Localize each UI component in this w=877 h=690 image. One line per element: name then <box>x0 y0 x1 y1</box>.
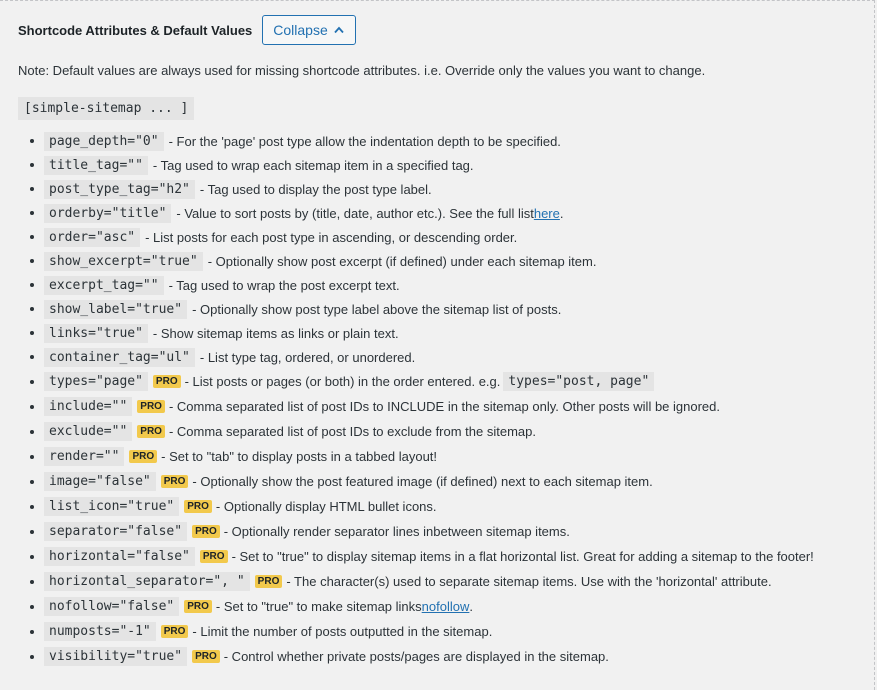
attribute-code: types="page" <box>44 372 148 391</box>
list-item <box>0 129 877 153</box>
attribute-description: - Comma separated list of post IDs to exclude from the sitemap. <box>168 424 536 439</box>
bullet-icon <box>30 655 34 659</box>
pro-badge: PRO <box>255 575 283 588</box>
attribute-code: links="true" <box>44 324 148 343</box>
pro-badge: PRO <box>153 375 181 388</box>
bullet-icon <box>30 283 34 287</box>
list-item <box>0 419 877 444</box>
list-item <box>0 153 877 177</box>
attribute-description: - Optionally show post excerpt (if defined) under each sitemap item. <box>207 253 597 269</box>
list-item <box>0 594 877 619</box>
attribute-description: - Show sitemap items as links or plain text. <box>152 325 399 341</box>
attribute-description: - Optionally display HTML bullet icons. <box>215 499 437 514</box>
attribute-description: - Tag used to wrap the post excerpt text. <box>168 277 400 293</box>
attribute-code: show_excerpt="true" <box>44 252 203 271</box>
bullet-icon <box>30 555 34 559</box>
attribute-description: - Limit the number of posts outputted in the sitemap. <box>192 624 493 639</box>
attribute-description: - Optionally show post type label above the sitemap list of posts. <box>192 301 562 317</box>
pro-badge: PRO <box>192 525 220 538</box>
attribute-description: - Tag used to display the post type label. <box>199 181 432 197</box>
defaults-note: Note: Default values are always used for missing shortcode attributes. i.e. Override only the values you want to change. <box>18 63 706 78</box>
attribute-description: - For the 'page' post type allow the indentation depth to be specified. <box>168 133 561 149</box>
list-item <box>0 544 877 569</box>
panel-title: Shortcode Attributes & Default Values <box>18 22 253 38</box>
bullet-icon <box>30 331 34 335</box>
bullet-icon <box>30 605 34 609</box>
list-item <box>0 369 877 394</box>
collapse-button-label: Collapse <box>273 22 328 38</box>
attribute-link[interactable]: here <box>533 205 560 221</box>
bullet-icon <box>30 259 34 263</box>
attribute-description-end: . <box>469 599 473 614</box>
bullet-icon <box>30 187 34 191</box>
attribute-code: container_tag="ul" <box>44 348 195 367</box>
attribute-description: - Value to sort posts by (title, date, author etc.). See the full list <box>176 205 534 221</box>
bullet-icon <box>30 235 34 239</box>
list-item <box>0 444 877 469</box>
bullet-icon <box>30 163 34 167</box>
pro-badge: PRO <box>200 550 228 563</box>
bullet-icon <box>30 455 34 459</box>
list-item <box>0 644 877 669</box>
list-item <box>0 619 877 644</box>
attribute-code: order="asc" <box>44 228 140 247</box>
list-item <box>0 469 877 494</box>
bullet-icon <box>30 430 34 434</box>
attribute-code: horizontal_separator=", " <box>44 572 250 591</box>
bullet-icon <box>30 380 34 384</box>
attribute-code: page_depth="0" <box>44 132 164 151</box>
attribute-description: - List type tag, ordered, or unordered. <box>199 349 416 365</box>
collapse-button[interactable] <box>262 15 355 45</box>
attribute-description: - Control whether private posts/pages are displayed in the sitemap. <box>223 649 609 664</box>
attribute-code: orderby="title" <box>44 204 171 223</box>
attribute-code: visibility="true" <box>44 647 187 666</box>
pro-badge: PRO <box>137 400 165 413</box>
pro-badge: PRO <box>192 650 220 663</box>
list-item <box>0 569 877 594</box>
attribute-code: render="" <box>44 447 124 466</box>
attribute-description: - Set to "true" to display sitemap items in a flat horizontal list. Great for adding a sitemap to the footer! <box>231 549 814 564</box>
attribute-description: - Comma separated list of post IDs to INCLUDE in the sitemap only. Other posts will be ignored. <box>168 399 720 414</box>
bullet-icon <box>30 630 34 634</box>
pro-badge: PRO <box>184 500 212 513</box>
attribute-code: excerpt_tag="" <box>44 276 164 295</box>
attribute-code: exclude="" <box>44 422 132 441</box>
attribute-code: nofollow="false" <box>44 597 179 616</box>
bullet-icon <box>30 480 34 484</box>
attribute-code: numposts="-1" <box>44 622 156 641</box>
list-item <box>0 494 877 519</box>
bullet-icon <box>30 355 34 359</box>
list-item <box>0 273 877 297</box>
panel-header <box>18 15 356 45</box>
attribute-description: - The character(s) used to separate sitemap items. Use with the 'horizontal' attribute. <box>286 574 772 589</box>
list-item <box>0 394 877 419</box>
bullet-icon <box>30 405 34 409</box>
attribute-code: show_label="true" <box>44 300 187 319</box>
attribute-code: title_tag="" <box>44 156 148 175</box>
list-item <box>0 249 877 273</box>
list-item <box>0 201 877 225</box>
attribute-description: - Tag used to wrap each sitemap item in a specified tag. <box>152 157 474 173</box>
attribute-description: - Optionally render separator lines inbetween sitemap items. <box>223 524 570 539</box>
pro-badge: PRO <box>184 600 212 613</box>
attribute-description: - Set to "true" to make sitemap links <box>215 599 422 614</box>
bullet-icon <box>30 530 34 534</box>
example-code: types="post, page" <box>503 372 654 391</box>
pro-badge: PRO <box>129 450 157 463</box>
attribute-code: separator="false" <box>44 522 187 541</box>
attribute-code: list_icon="true" <box>44 497 179 516</box>
shortcode-example: [simple-sitemap ... ] <box>18 97 194 120</box>
attribute-code: include="" <box>44 397 132 416</box>
attribute-description: - List posts or pages (or both) in the order entered. e.g. <box>184 374 501 389</box>
list-item <box>0 177 877 201</box>
list-item <box>0 225 877 249</box>
attribute-code: horizontal="false" <box>44 547 195 566</box>
attribute-description: - List posts for each post type in ascending, or descending order. <box>145 229 518 245</box>
attribute-description-end: . <box>559 205 564 221</box>
attribute-description: - Optionally show the post featured image (if defined) next to each sitemap item. <box>192 474 653 489</box>
pro-badge: PRO <box>137 425 165 438</box>
pro-badge: PRO <box>161 625 189 638</box>
bullet-icon <box>30 580 34 584</box>
list-item <box>0 297 877 321</box>
attributes-list <box>0 129 877 669</box>
bullet-icon <box>30 211 34 215</box>
list-item <box>0 321 877 345</box>
attribute-code: image="false" <box>44 472 156 491</box>
list-item <box>0 519 877 544</box>
bullet-icon <box>30 139 34 143</box>
chevron-up-icon <box>334 26 344 34</box>
list-item <box>0 345 877 369</box>
pro-badge: PRO <box>161 475 189 488</box>
attribute-code: post_type_tag="h2" <box>44 180 195 199</box>
bullet-icon <box>30 307 34 311</box>
bullet-icon <box>30 505 34 509</box>
attribute-description: - Set to "tab" to display posts in a tabbed layout! <box>161 449 438 464</box>
attribute-link[interactable]: nofollow <box>421 599 470 614</box>
